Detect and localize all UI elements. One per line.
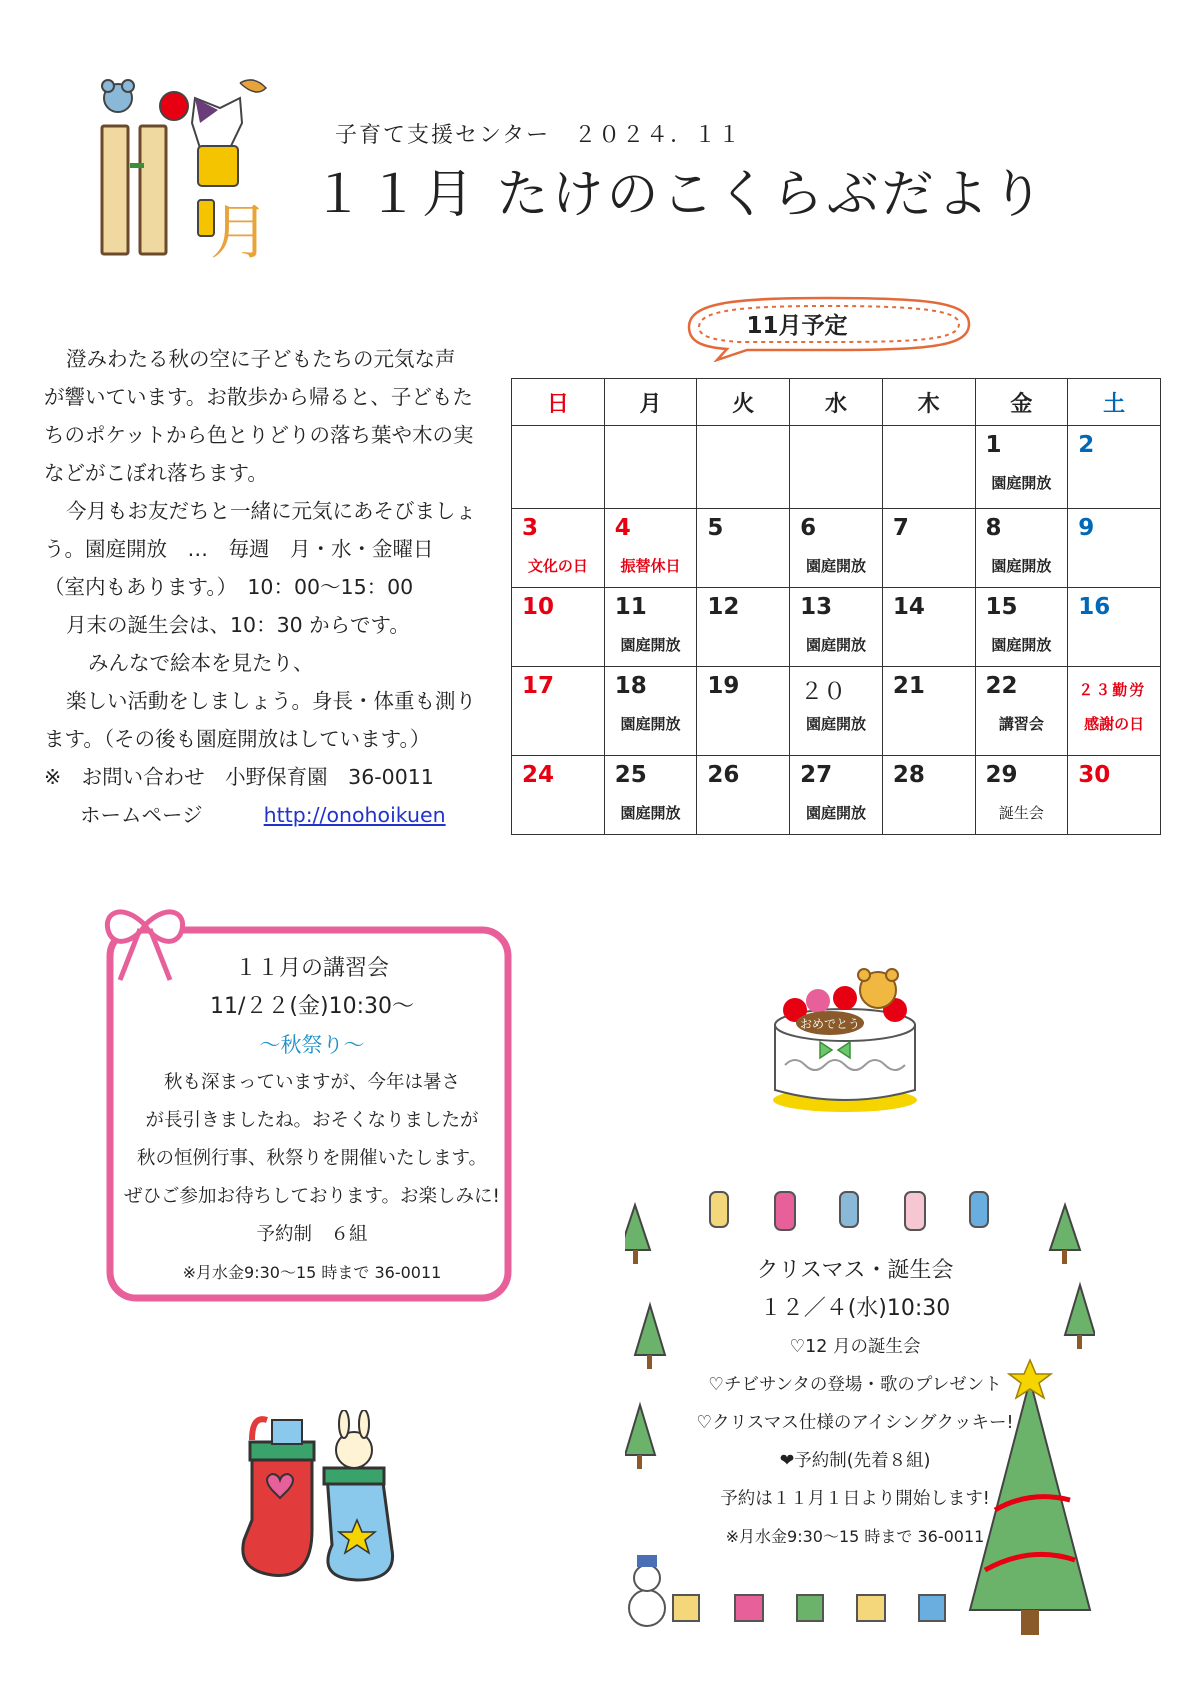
calendar-day-cell xyxy=(604,509,697,588)
lecture-subtitle: ～秋祭り～ xyxy=(259,1033,365,1057)
day-event: 誕生会 xyxy=(998,804,1044,822)
calendar-week-row xyxy=(512,588,1161,667)
calendar-day-cell xyxy=(790,588,883,667)
day-event: 講習会 xyxy=(998,715,1044,733)
day-number: 3 xyxy=(522,515,539,541)
calendar-day-cell xyxy=(882,667,975,756)
christmas-item: ♡チビサンタの登場・歌のプレゼント xyxy=(708,1375,1002,1395)
weekday-header: 月 xyxy=(604,379,697,426)
calendar-day-cell xyxy=(697,426,790,509)
lecture-date: 11/２２(金)10:30～ xyxy=(210,994,414,1019)
day-event: 園庭開放 xyxy=(805,636,866,654)
day-number: 25 xyxy=(614,762,647,788)
day-number: 6 xyxy=(800,515,817,541)
christmas-item: ♡クリスマス仕様のアイシングクッキー! xyxy=(696,1413,1014,1433)
calendar-day-cell xyxy=(882,426,975,509)
calendar-day-cell xyxy=(975,588,1068,667)
calendar-day-cell xyxy=(604,667,697,756)
lecture-title: １１月の講習会 xyxy=(234,956,389,981)
cake-message: おめでとう xyxy=(799,1017,861,1031)
homepage-line xyxy=(44,796,504,834)
calendar-day-cell xyxy=(790,509,883,588)
day-number: 24 xyxy=(522,762,555,788)
newsletter-subtitle: 子育て支援センター ２０２４．１１ xyxy=(335,123,743,148)
day-number: 8 xyxy=(985,515,1002,541)
calendar-day-cell xyxy=(697,509,790,588)
calendar-day-cell xyxy=(1068,756,1161,835)
weekday-header: 土 xyxy=(1068,379,1161,426)
homepage-link[interactable]: http://onohoikuen xyxy=(263,803,446,827)
calendar-day-cell xyxy=(790,426,883,509)
calendar-body xyxy=(512,426,1161,835)
november-illustration xyxy=(100,78,280,258)
day-event: 園庭開放 xyxy=(805,804,866,822)
intro-line: ます。（その後も園庭開放はしています。） xyxy=(44,727,431,751)
intro-line: 楽しい活動をしましょう。身長・体重も測り xyxy=(66,689,476,713)
calendar-day-cell xyxy=(604,426,697,509)
lecture-body-line: 秋も深まっていますが、今年は暑さ xyxy=(163,1072,460,1093)
intro-line: 澄みわたる秋の空に子どもたちの元気な声 xyxy=(66,347,456,371)
lecture-body-line: ぜひご参加お待ちしております。お楽しみに! xyxy=(124,1186,500,1207)
calendar-day-cell xyxy=(790,667,883,756)
intro-line: などがこぼれ落ちます。 xyxy=(44,461,268,485)
day-number: 2 xyxy=(1078,432,1095,458)
day-number: 5 xyxy=(707,515,724,541)
svg-text:月: 月 xyxy=(210,198,270,258)
day-number: 26 xyxy=(707,762,740,788)
christmas-item: ♡12 月の誕生会 xyxy=(789,1337,921,1357)
weekday-header-row xyxy=(512,379,1161,426)
calendar-day-cell xyxy=(882,588,975,667)
calendar-day-cell xyxy=(975,426,1068,509)
day-event: 園庭開放 xyxy=(620,636,681,654)
christmas-item: ❤予約制(先着８組) xyxy=(779,1451,931,1471)
day-number: 1 xyxy=(985,432,1002,458)
day-number: 10 xyxy=(522,594,555,620)
calendar-day-cell xyxy=(604,756,697,835)
day-number: 19 xyxy=(707,673,740,699)
lecture-body-line: 秋の恒例行事、秋祭りを開催いたします。 xyxy=(136,1148,488,1169)
day-number: 29 xyxy=(985,762,1018,788)
intro-line: 月末の誕生会は、10：30 からです。 xyxy=(66,613,410,637)
day-number: 13 xyxy=(800,594,833,620)
lecture-reservation: 予約制 ６組 xyxy=(256,1224,368,1245)
day-number: 28 xyxy=(892,762,925,788)
calendar-day-cell xyxy=(882,756,975,835)
day-number: 11 xyxy=(614,594,647,620)
weekday-header: 火 xyxy=(697,379,790,426)
intro-line: が響いています。お散歩から帰ると、子どもた xyxy=(44,385,473,409)
lecture-contact: ※月水金9:30～15 時まで 36-0011 xyxy=(182,1263,442,1282)
day-number: 18 xyxy=(614,673,647,699)
calendar-week-row xyxy=(512,509,1161,588)
day-number: ２０ xyxy=(800,679,847,705)
intro-line: ちのポケットから色とりどりの落ち葉や木の実 xyxy=(44,423,474,447)
intro-line: みんなで絵本を見たり、 xyxy=(88,651,314,675)
christmas-stockings-icon xyxy=(232,1410,412,1590)
day-event: 感謝の日 xyxy=(1084,715,1145,733)
calendar-day-cell xyxy=(790,756,883,835)
november-calendar xyxy=(511,378,1161,835)
lecture-announcement xyxy=(112,950,512,1292)
christmas-title: クリスマス・誕生会 xyxy=(756,1258,954,1283)
day-number: 14 xyxy=(892,594,925,620)
calendar-day-cell xyxy=(697,667,790,756)
homepage-label: ホームページ xyxy=(80,803,203,827)
calendar-day-cell xyxy=(604,588,697,667)
day-number: 4 xyxy=(614,515,631,541)
calendar-week-row xyxy=(512,426,1161,509)
weekday-header: 水 xyxy=(790,379,883,426)
intro-line: う。園庭開放 … 毎週 月・水・金曜日 xyxy=(44,537,434,561)
day-event: 園庭開放 xyxy=(620,715,681,733)
calendar-day-cell xyxy=(975,667,1068,756)
day-number: 30 xyxy=(1078,762,1111,788)
calendar-day-cell xyxy=(512,509,605,588)
weekday-header: 金 xyxy=(975,379,1068,426)
newsletter-title: １１月 たけのこくらぶだより xyxy=(312,165,1047,225)
calendar-day-cell xyxy=(1068,509,1161,588)
calendar-week-row xyxy=(512,667,1161,756)
day-number: 17 xyxy=(522,673,555,699)
calendar-day-cell xyxy=(882,509,975,588)
day-number: 12 xyxy=(707,594,740,620)
day-event: 園庭開放 xyxy=(991,557,1052,575)
christmas-date: １２／４(水)10:30 xyxy=(759,1296,951,1321)
day-event: 文化の日 xyxy=(527,557,588,575)
calendar-label: 11月予定 xyxy=(746,313,848,339)
day-event: 振替休日 xyxy=(620,557,681,575)
christmas-note: 予約は１１月１日より開始します! xyxy=(720,1489,990,1509)
calendar-day-cell xyxy=(512,426,605,509)
intro-paragraph xyxy=(44,340,504,834)
lecture-body-line: が長引きましたね。おそくなりましたが xyxy=(145,1110,479,1131)
calendar-day-cell xyxy=(1068,588,1161,667)
calendar-day-cell xyxy=(975,756,1068,835)
day-event: 園庭開放 xyxy=(805,715,866,733)
day-number: 9 xyxy=(1078,515,1095,541)
calendar-day-cell xyxy=(1068,667,1161,756)
calendar-day-cell xyxy=(512,588,605,667)
day-number: 7 xyxy=(892,515,909,541)
calendar-week-row xyxy=(512,756,1161,835)
christmas-contact: ※月水金9:30～15 時まで 36-0011 xyxy=(725,1527,985,1546)
calendar-day-cell xyxy=(512,756,605,835)
birthday-cake-icon xyxy=(760,965,930,1115)
day-number: 27 xyxy=(800,762,833,788)
calendar-day-cell xyxy=(697,756,790,835)
day-event: 園庭開放 xyxy=(991,636,1052,654)
day-event: 園庭開放 xyxy=(620,804,681,822)
calendar-day-cell xyxy=(1068,426,1161,509)
christmas-announcement xyxy=(690,1252,1020,1556)
day-number: 22 xyxy=(985,673,1018,699)
day-number: 15 xyxy=(985,594,1018,620)
weekday-header: 日 xyxy=(512,379,605,426)
intro-line: ※ お問い合わせ 小野保育園 36-0011 xyxy=(44,765,434,789)
day-number: 21 xyxy=(892,673,925,699)
calendar-day-cell xyxy=(697,588,790,667)
weekday-header: 木 xyxy=(882,379,975,426)
intro-line: （室内もあります。） 10：00～15：00 xyxy=(44,575,414,599)
day-event: 園庭開放 xyxy=(805,557,866,575)
day-event: 園庭開放 xyxy=(991,474,1052,492)
intro-line: 今月もお友だちと一緒に元気にあそびましょ xyxy=(66,499,476,523)
calendar-day-cell xyxy=(975,509,1068,588)
day-number: 16 xyxy=(1078,594,1111,620)
calendar-day-cell xyxy=(512,667,605,756)
day-number: ２３勤労 xyxy=(1078,681,1147,699)
